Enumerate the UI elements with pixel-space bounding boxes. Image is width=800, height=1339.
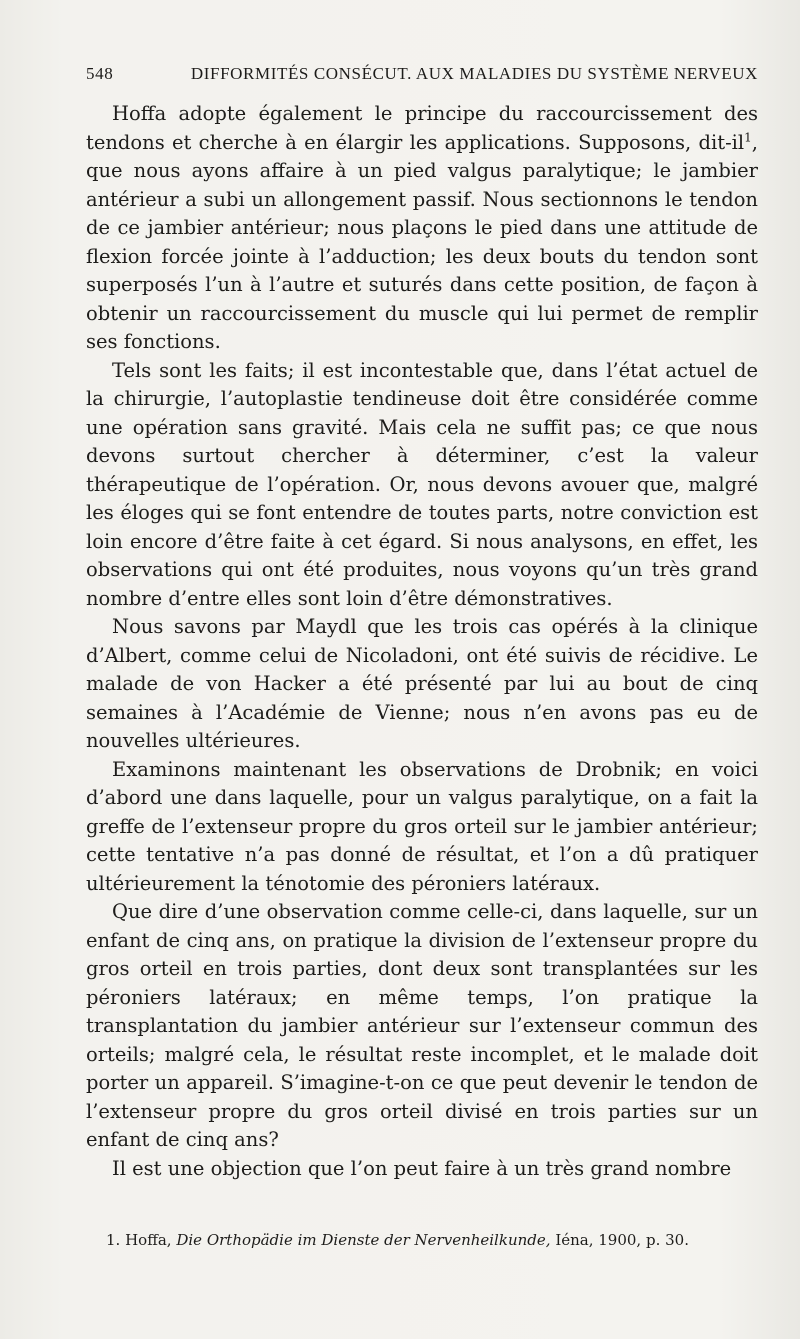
paragraph-1 [86,100,758,357]
running-title: DIFFORMITÉS CONSÉCUT. AUX MALADIES DU SYSTÈME NERVEUX [190,64,758,83]
footnote-work-title: Die Orthopädie im Dienste der Nervenheilkunde, [176,1231,551,1249]
paragraph-6: Il est une objection que l’on peut faire à un très grand nombre [112,1156,732,1180]
paragraph-4: Examinons maintenant les observations de Drobnik; en voici d’abord une dans laquelle, pour un valgus paralytique, on a fait la greffe de l’extenseur propre du gros orteil sur le jambier antérieur; cette tentative n’a pas donné de résultat, et l’on a dû pratiquer ultérieurement la ténotomie des péroniers latéraux. [86,757,758,895]
footnote-ref: 1 [744,130,752,144]
paragraph-1-text-a: Hoffa adopte également le principe du raccourcissement des tendons et cherche à en élargir les applications. Supposons, dit-il [86,102,758,154]
body-text [86,100,758,1183]
footnote-publication: Iéna, 1900, p. 30. [555,1231,689,1249]
footnote [106,1230,758,1250]
paragraph-1-text-b: , que nous ayons affaire à un pied valgus paralytique; le jambier antérieur a subi un allongement passif. Nous sectionnons le tendon de ce jambier antérieur; nous plaçons le pied dans une attitude de flexion forcée jointe à l’adduction; les deux bouts du tendon sont superposés l’un à l’autre et suturés dans cette position, de façon à obtenir un raccourcissement du muscle qui lui permet de remplir ses fonctions. [86,130,758,353]
paragraph-3: Nous savons par Maydl que les trois cas opérés à la clinique d’Albert, comme celui de Nicoladoni, ont été suivis de récidive. Le malade de von Hacker a été présenté par lui au bout de cinq semaines à l’Académie de Vienne; nous n’en avons pas eu de nouvelles ultérieures. [86,615,758,752]
paragraph-5: Que dire d’une observation comme celle-ci, dans laquelle, sur un enfant de cinq ans, on pratique la division de l’extenseur propre du gros orteil en trois parties, dont deux sont transplantées sur les péroniers latéraux; en même temps, l’on pratique la transplantation du jambier antérieur sur l’extenseur commun des orteils; malgré cela, le résultat reste incomplet, et le malade doit porter un appareil. S’imagine-t-on ce que peut devenir le tendon de l’extenseur propre du gros orteil divisé en trois parties sur un enfant de cinq ans? [86,900,758,1151]
footnote-author: Hoffa, [125,1231,172,1249]
paragraph-2: Tels sont les faits; il est incontestable que, dans l’état actuel de la chirurgie, l’autoplastie tendineuse doit être considérée comme une opération sans gravité. Mais cela ne suffit pas; ce que nous devons surtout chercher à déterminer, c’est la valeur thérapeutique de l’opération. Or, nous devons avouer que, malgré les éloges qui se font entendre de toutes parts, notre conviction est loin encore d’être faite à cet égard. Si nous analysons, en effet, les observations qui ont été produites, nous voyons qu’un très grand nombre d’entre elles sont loin d’être démonstratives. [86,358,758,610]
running-header [86,64,758,84]
page-number: 548 [86,64,114,83]
footnote-marker: 1. [106,1231,121,1249]
